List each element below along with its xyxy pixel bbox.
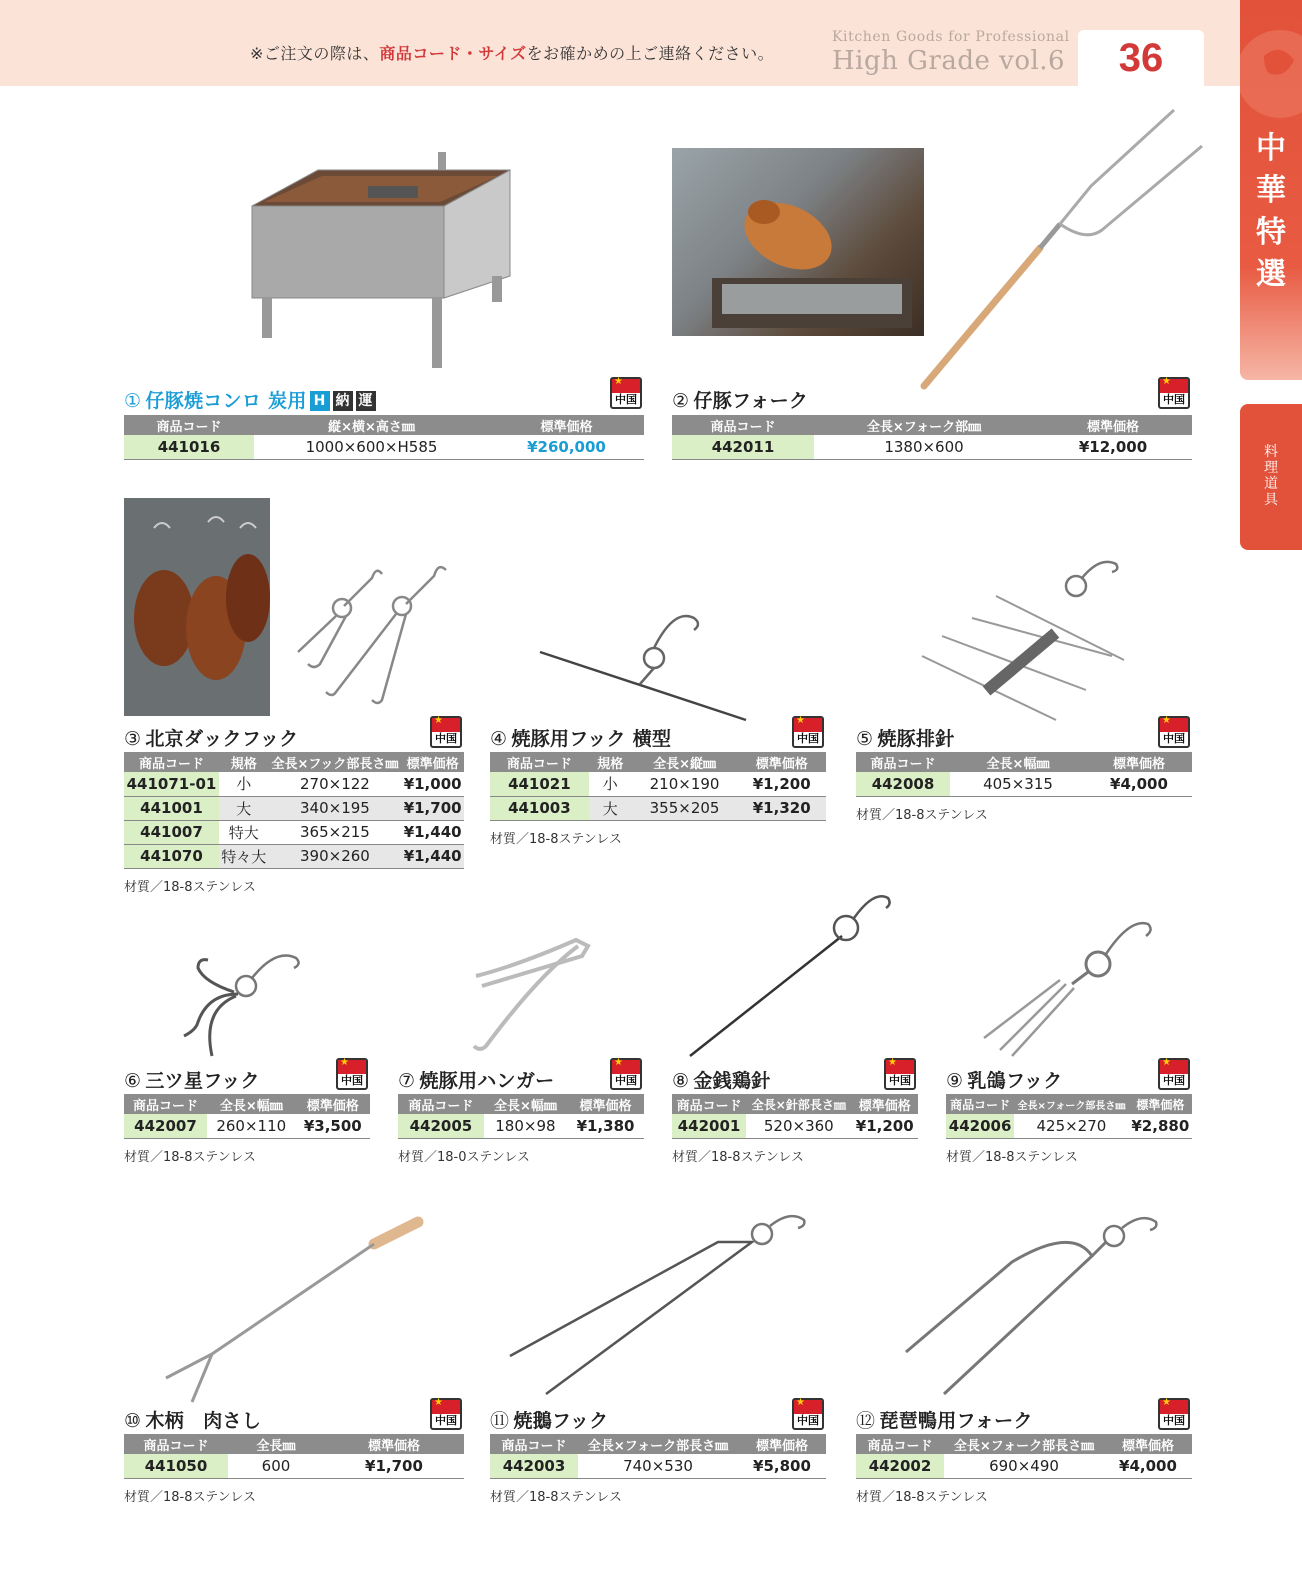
product-image-pipa-duck-fork xyxy=(902,1216,1172,1398)
product-3-spec-table: 商品コード 規格 全長×フック部長さ㎜ 標準価格 441071-01 小 270×122 ¥1,000 441001 大 340×195 ¥1,700 441007 特大 365×215 ¥1,440 441070 特々大 390×260 ¥1,440 xyxy=(124,752,464,869)
product-3-material: 材質／18-8ステンレス xyxy=(124,880,256,895)
table-row: 442008 405×315 ¥4,000 xyxy=(856,772,1192,796)
table-row: 441007 特大 365×215 ¥1,440 xyxy=(124,820,464,844)
category-tab-label: 中華特選 xyxy=(1256,131,1286,292)
product-8-spec-table: 商品コード 全長×針部長さ㎜ 標準価格 442001 520×360 ¥1,200 xyxy=(672,1094,918,1139)
product-12-material: 材質／18-8ステンレス xyxy=(856,1490,988,1505)
china-flag-icon: ★ 中国 xyxy=(792,716,824,748)
product-4-material: 材質／18-8ステンレス xyxy=(490,832,622,847)
product-image-charcoal-stove xyxy=(248,148,518,376)
product-2-title: ② 仔豚フォーク xyxy=(672,390,809,412)
china-flag-icon: ★ 中国 xyxy=(792,1398,824,1430)
order-notice xyxy=(250,41,774,64)
page-number-box xyxy=(1078,30,1204,90)
product-12-title: ⑫ 琵琶鴨用フォーク xyxy=(856,1410,1033,1432)
product-image-pigeon-hook xyxy=(976,910,1176,1060)
notice-text: ※ご注文の際は、 xyxy=(250,44,380,63)
brand-tagline: Kitchen Goods for Professional xyxy=(832,29,1070,45)
dragon-emblem-icon xyxy=(1240,14,1302,124)
product-image-horizontal-hook xyxy=(536,608,756,724)
product-7-title: ⑦ 焼豚用ハンガー xyxy=(398,1070,555,1092)
table-row: 441021 小 210×190 ¥1,200 xyxy=(490,772,826,796)
product-10-title: ⑩ 木柄 肉さし xyxy=(124,1410,262,1432)
product-12-spec-table: 商品コード 全長×フォーク部長さ㎜ 標準価格 442002 690×490 ¥4,000 xyxy=(856,1434,1192,1479)
product-9-spec-table: 商品コード 全長×フォーク部長さ㎜ 標準価格 442006 425×270 ¥2,880 xyxy=(946,1094,1192,1139)
product-image-three-star-hook xyxy=(168,944,318,1062)
table-row: 441050 600 ¥1,700 xyxy=(124,1454,464,1478)
table-row: 442011 1380×600 ¥12,000 xyxy=(672,435,1192,459)
table-row: 441001 大 340×195 ¥1,700 xyxy=(124,796,464,820)
product-7-spec-table: 商品コード 全長×幅㎜ 標準価格 442005 180×98 ¥1,380 xyxy=(398,1094,644,1139)
product-6-title: ⑥ 三ツ星フック xyxy=(124,1070,260,1092)
product-8-title: ⑧ 金銭鶏針 xyxy=(672,1070,771,1092)
table-row: 442007 260×110 ¥3,500 xyxy=(124,1114,370,1138)
china-flag-icon: ★ 中国 xyxy=(1158,377,1190,409)
product-11-spec-table: 商品コード 全長×フォーク部長さ㎜ 標準価格 442003 740×530 ¥5,800 xyxy=(490,1434,826,1479)
china-flag-icon: ★ 中国 xyxy=(336,1058,368,1090)
notice-highlight: 商品コード・サイズ xyxy=(379,44,527,63)
product-image-pork-skewer-rack xyxy=(916,556,1136,726)
table-row: 441016 1000×600×H585 ¥260,000 xyxy=(124,435,644,459)
product-5-title: ⑤ 焼豚排針 xyxy=(856,728,955,750)
china-flag-icon: ★ 中国 xyxy=(610,1058,642,1090)
product-7-material: 材質／18-0ステンレス xyxy=(398,1150,530,1165)
product-10-material: 材質／18-8ステンレス xyxy=(124,1490,256,1505)
product-3-title: ③ 北京ダックフック xyxy=(124,728,299,750)
table-row: 442003 740×530 ¥5,800 xyxy=(490,1454,826,1478)
china-flag-icon: ★ 中国 xyxy=(610,377,642,409)
product-11-title: ⑪ 焼鵝フック xyxy=(490,1410,609,1432)
product-10-spec-table: 商品コード 全長㎜ 標準価格 441050 600 ¥1,700 xyxy=(124,1434,464,1479)
product-11-material: 材質／18-8ステンレス xyxy=(490,1490,622,1505)
badge-delivery: 納 xyxy=(333,391,353,411)
category-tab-tools-label: 料理道具 xyxy=(1264,444,1278,508)
table-row: 441070 特々大 390×260 ¥1,440 xyxy=(124,844,464,868)
badge-shipping: 運 xyxy=(356,391,376,411)
product-image-goose-hook xyxy=(506,1212,816,1398)
product-photo-peking-duck xyxy=(124,498,270,716)
product-image-wooden-meat-fork xyxy=(162,1214,432,1406)
table-row: 442006 425×270 ¥2,880 xyxy=(946,1114,1192,1138)
china-flag-icon: ★ 中国 xyxy=(1158,1398,1190,1430)
product-9-material: 材質／18-8ステンレス xyxy=(946,1150,1078,1165)
product-4-title: ④ 焼豚用フック 横型 xyxy=(490,728,672,750)
china-flag-icon: ★ 中国 xyxy=(1158,1058,1190,1090)
china-flag-icon: ★ 中国 xyxy=(884,1058,916,1090)
product-1-title: ① 仔豚焼コンロ 炭用 H 納 運 xyxy=(124,386,376,413)
china-flag-icon: ★ 中国 xyxy=(430,1398,462,1430)
product-9-title: ⑨ 乳鴿フック xyxy=(946,1070,1063,1092)
page-number: 36 xyxy=(1118,36,1164,80)
product-6-material: 材質／18-8ステンレス xyxy=(124,1150,256,1165)
badge-h: H xyxy=(310,391,330,411)
product-image-duck-hooks xyxy=(292,564,452,714)
product-image-pig-fork xyxy=(916,104,1216,392)
product-6-spec-table: 商品コード 全長×幅㎜ 標準価格 442007 260×110 ¥3,500 xyxy=(124,1094,370,1139)
product-5-material: 材質／18-8ステンレス xyxy=(856,808,988,823)
table-row: 442001 520×360 ¥1,200 xyxy=(672,1114,918,1138)
china-flag-icon: ★ 中国 xyxy=(1158,716,1190,748)
china-flag-icon: ★ 中国 xyxy=(430,716,462,748)
product-image-pork-hanger xyxy=(466,936,596,1060)
product-image-coin-chicken-needle xyxy=(686,890,906,1060)
product-1-spec-table: 商品コード 縦×横×高さ㎜ 標準価格 441016 1000×600×H585 ¥260,000 xyxy=(124,415,644,460)
notice-text-end: をお確かめの上ご連絡ください。 xyxy=(526,44,775,63)
table-row: 442002 690×490 ¥4,000 xyxy=(856,1454,1192,1478)
product-photo-roast-pig xyxy=(672,148,924,336)
product-4-spec-table: 商品コード 規格 全長×縦㎜ 標準価格 441021 小 210×190 ¥1,200 441003 大 355×205 ¥1,320 xyxy=(490,752,826,821)
product-2-spec-table: 商品コード 全長×フォーク部㎜ 標準価格 442011 1380×600 ¥12,000 xyxy=(672,415,1192,460)
brand-title: High Grade vol.6 xyxy=(832,46,1066,76)
table-row: 441071-01 小 270×122 ¥1,000 xyxy=(124,772,464,796)
table-row: 442005 180×98 ¥1,380 xyxy=(398,1114,644,1138)
product-8-material: 材質／18-8ステンレス xyxy=(672,1150,804,1165)
table-row: 441003 大 355×205 ¥1,320 xyxy=(490,796,826,820)
product-5-spec-table: 商品コード 全長×幅㎜ 標準価格 442008 405×315 ¥4,000 xyxy=(856,752,1192,797)
